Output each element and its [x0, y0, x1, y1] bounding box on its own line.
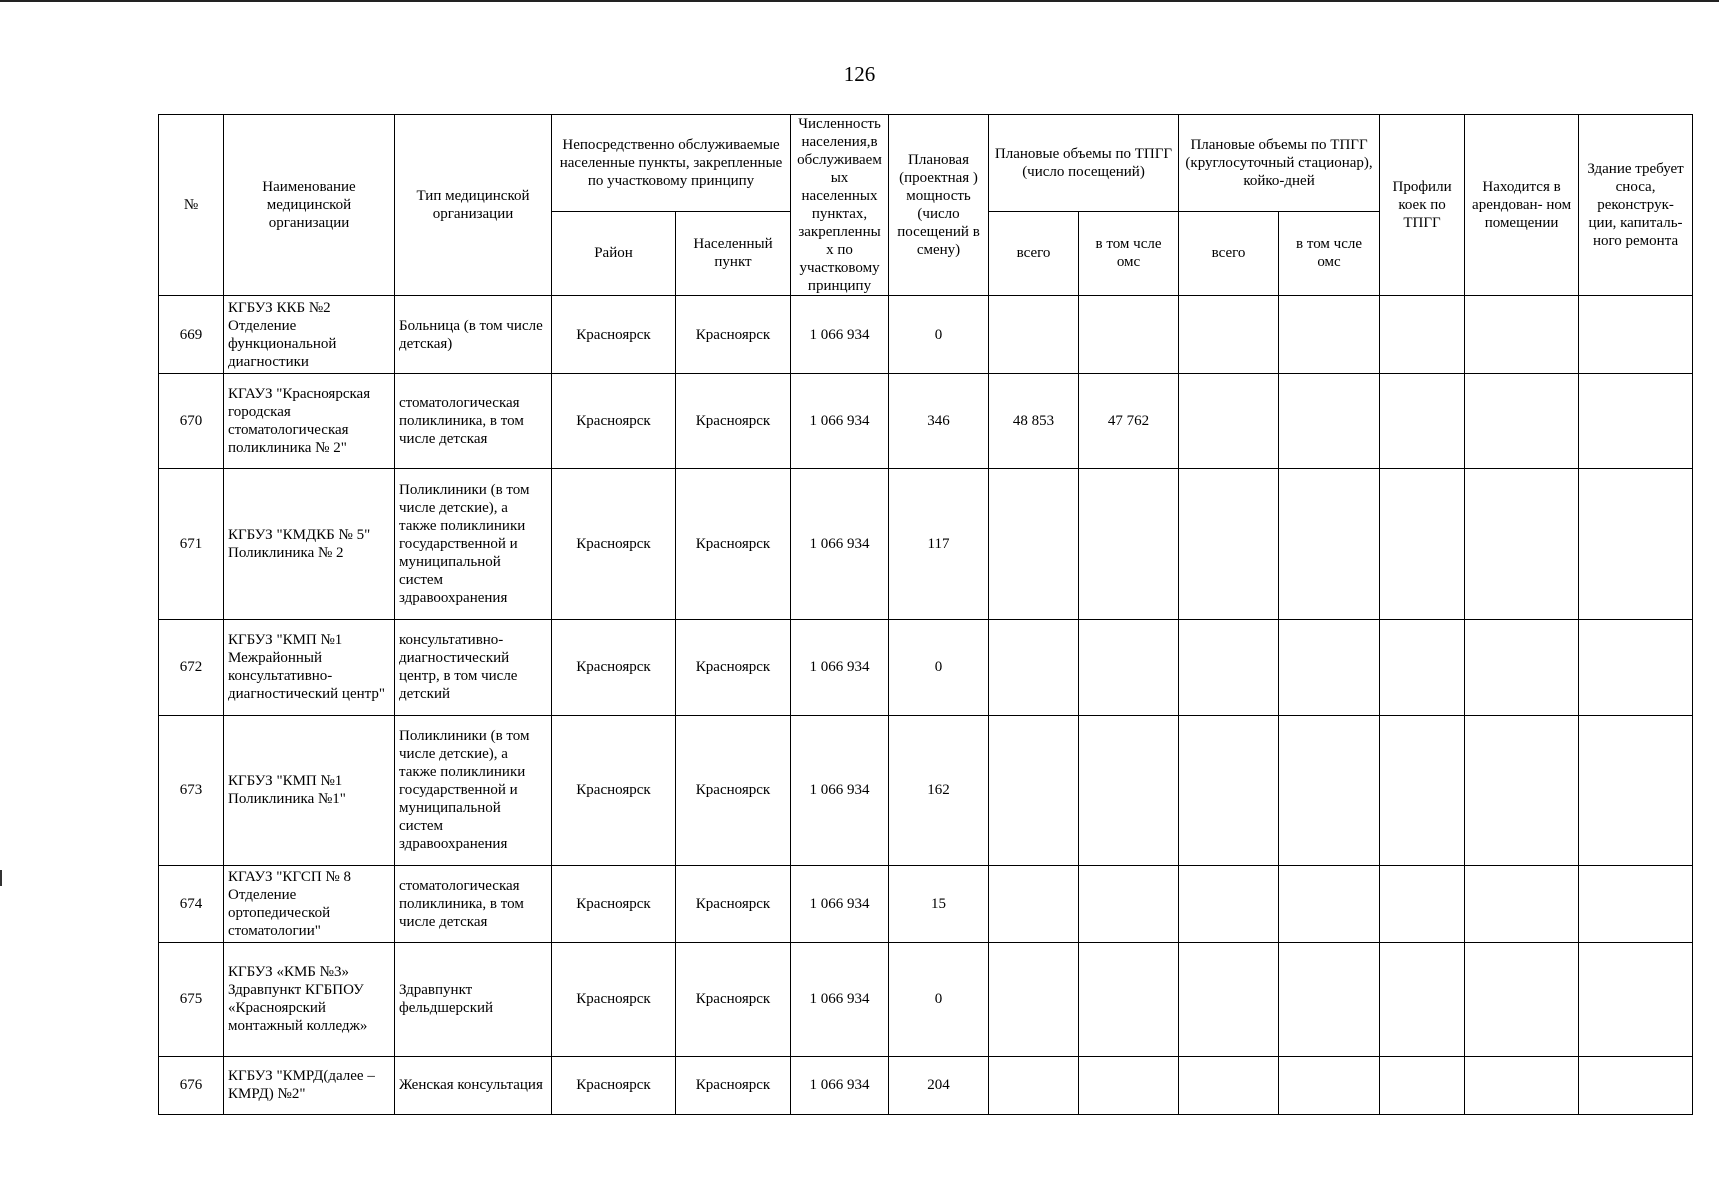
visits-oms-cell: [1079, 715, 1179, 866]
building-cell: [1579, 942, 1693, 1056]
inpatient-total-cell: [1179, 619, 1279, 715]
org-type-cell: консультативно-диагностический центр, в том числе детский: [395, 619, 552, 715]
visits-total-cell: [989, 469, 1079, 620]
table-header: [159, 115, 1693, 296]
population-cell: 1 066 934: [791, 374, 889, 469]
header-visits-group: Плановые объемы по ТПГГ (число посещений): [989, 115, 1179, 212]
visits-oms-cell: [1079, 942, 1179, 1056]
visits-total-cell: [989, 715, 1079, 866]
visits-total-cell: 48 853: [989, 374, 1079, 469]
visits-oms-cell: [1079, 296, 1179, 374]
district-cell: Красноярск: [552, 866, 676, 942]
building-cell: [1579, 1056, 1693, 1114]
row-number-cell: 675: [159, 942, 224, 1056]
population-cell: 1 066 934: [791, 866, 889, 942]
building-cell: [1579, 715, 1693, 866]
org-name-cell: КГАУЗ "Красноярская городская стоматологическая поликлиника № 2": [224, 374, 395, 469]
bed-profiles-cell: [1380, 296, 1465, 374]
settlement-cell: Красноярск: [676, 866, 791, 942]
bed-profiles-cell: [1380, 942, 1465, 1056]
settlement-cell: Красноярск: [676, 1056, 791, 1114]
row-number-cell: 676: [159, 1056, 224, 1114]
district-cell: Красноярск: [552, 1056, 676, 1114]
header-capacity-note: (число посещений в смену): [897, 206, 980, 258]
header-bed-profiles: Профили коек по ТПГГ: [1380, 115, 1465, 296]
header-inpatient-total: всего: [1179, 211, 1279, 295]
rented-cell: [1465, 619, 1579, 715]
table-row: [159, 619, 1693, 715]
inpatient-oms-cell: [1279, 469, 1380, 620]
org-name-cell: КГБУЗ ККБ №2 Отделение функциональной диагностики: [224, 296, 395, 374]
inpatient-oms-cell: [1279, 866, 1380, 942]
bed-profiles-cell: [1380, 374, 1465, 469]
inpatient-oms-cell: [1279, 942, 1380, 1056]
row-number-cell: 671: [159, 469, 224, 620]
header-settlement: Населенный пункт: [676, 211, 791, 295]
settlement-cell: Красноярск: [676, 374, 791, 469]
building-cell: [1579, 374, 1693, 469]
scan-edge-mark: [0, 870, 2, 886]
org-name-cell: КГБУЗ "КМП №1 Межрайонный консультативно-диагностический центр": [224, 619, 395, 715]
header-population: Численность населения,в обслуживаем ых населенных пунктах, закрепленны х по участковому принципу: [791, 115, 889, 296]
district-cell: Красноярск: [552, 296, 676, 374]
building-cell: [1579, 296, 1693, 374]
population-cell: 1 066 934: [791, 619, 889, 715]
rented-cell: [1465, 469, 1579, 620]
capacity-cell: 0: [889, 942, 989, 1056]
population-cell: 1 066 934: [791, 469, 889, 620]
visits-oms-cell: [1079, 619, 1179, 715]
inpatient-total-cell: [1179, 469, 1279, 620]
inpatient-total-cell: [1179, 715, 1279, 866]
table-row: [159, 866, 1693, 942]
org-type-cell: Женская консультация: [395, 1056, 552, 1114]
row-number-cell: 673: [159, 715, 224, 866]
table-row: [159, 715, 1693, 866]
org-name-cell: КГБУЗ "КМП №1 Поликлиника №1": [224, 715, 395, 866]
capacity-cell: 346: [889, 374, 989, 469]
building-cell: [1579, 619, 1693, 715]
capacity-cell: 15: [889, 866, 989, 942]
scan-top-border: [0, 0, 1719, 2]
rented-cell: [1465, 296, 1579, 374]
row-number-cell: 669: [159, 296, 224, 374]
rented-cell: [1465, 942, 1579, 1056]
org-type-cell: Поликлиники (в том числе детские), а также поликлиники государственной и муниципальной систем здравоохранения: [395, 715, 552, 866]
visits-total-cell: [989, 1056, 1079, 1114]
rented-cell: [1465, 374, 1579, 469]
rented-cell: [1465, 715, 1579, 866]
table-row: [159, 469, 1693, 620]
visits-total-cell: [989, 296, 1079, 374]
inpatient-total-cell: [1179, 866, 1279, 942]
org-name-cell: КГБУЗ «КМБ №3» Здравпункт КГБПОУ «Красноярский монтажный колледж»: [224, 942, 395, 1056]
visits-oms-cell: [1079, 469, 1179, 620]
header-org-name: Наименование медицинской организации: [224, 115, 395, 296]
inpatient-total-cell: [1179, 1056, 1279, 1114]
visits-total-cell: [989, 619, 1079, 715]
table-row: [159, 296, 1693, 374]
population-cell: 1 066 934: [791, 942, 889, 1056]
rented-cell: [1465, 1056, 1579, 1114]
header-inpatient-oms: в том чсле омс: [1279, 211, 1380, 295]
visits-total-cell: [989, 866, 1079, 942]
inpatient-oms-cell: [1279, 296, 1380, 374]
inpatient-oms-cell: [1279, 715, 1380, 866]
org-type-cell: Больница (в том числе детская): [395, 296, 552, 374]
bed-profiles-cell: [1380, 619, 1465, 715]
bed-profiles-cell: [1380, 469, 1465, 620]
page-number: 126: [843, 62, 876, 86]
settlement-cell: Красноярск: [676, 715, 791, 866]
inpatient-oms-cell: [1279, 374, 1380, 469]
org-name-cell: КГАУЗ "КГСП № 8 Отделение ортопедической стоматологии": [224, 866, 395, 942]
population-cell: 1 066 934: [791, 715, 889, 866]
header-capacity-title: Плановая (проектная ) мощность: [899, 152, 978, 204]
visits-oms-cell: [1079, 1056, 1179, 1114]
header-settlements-group: Непосредственно обслуживаемые населенные пункты, закрепленные по участковому принципу: [552, 115, 791, 212]
capacity-cell: 204: [889, 1056, 989, 1114]
district-cell: Красноярск: [552, 374, 676, 469]
row-number-cell: 672: [159, 619, 224, 715]
bed-profiles-cell: [1380, 715, 1465, 866]
visits-total-cell: [989, 942, 1079, 1056]
settlement-cell: Красноярск: [676, 942, 791, 1056]
district-cell: Красноярск: [552, 619, 676, 715]
building-cell: [1579, 866, 1693, 942]
capacity-cell: 117: [889, 469, 989, 620]
rented-cell: [1465, 866, 1579, 942]
building-cell: [1579, 469, 1693, 620]
row-number-cell: 674: [159, 866, 224, 942]
header-org-type: Тип медицинской организации: [395, 115, 552, 296]
table-row: [159, 942, 1693, 1056]
district-cell: Красноярск: [552, 942, 676, 1056]
header-capacity: [889, 115, 989, 296]
row-number-cell: 670: [159, 374, 224, 469]
header-num: №: [159, 115, 224, 296]
org-type-cell: Здравпункт фельдшерский: [395, 942, 552, 1056]
bed-profiles-cell: [1380, 866, 1465, 942]
inpatient-oms-cell: [1279, 1056, 1380, 1114]
org-name-cell: КГБУЗ "КМРД(далее – КМРД) №2": [224, 1056, 395, 1114]
header-visits-total: всего: [989, 211, 1079, 295]
capacity-cell: 162: [889, 715, 989, 866]
org-type-cell: стоматологическая поликлиника, в том числе детская: [395, 866, 552, 942]
table-row: [159, 374, 1693, 469]
bed-profiles-cell: [1380, 1056, 1465, 1114]
population-cell: 1 066 934: [791, 296, 889, 374]
header-building: Здание требует сноса, реконструк- ции, капиталь- ного ремонта: [1579, 115, 1693, 296]
district-cell: Красноярск: [552, 715, 676, 866]
header-rented: Находится в арендован- ном помещении: [1465, 115, 1579, 296]
table-row: [159, 1056, 1693, 1114]
capacity-cell: 0: [889, 296, 989, 374]
district-cell: Красноярск: [552, 469, 676, 620]
capacity-cell: 0: [889, 619, 989, 715]
inpatient-oms-cell: [1279, 619, 1380, 715]
org-type-cell: Поликлиники (в том числе детские), а также поликлиники государственной и муниципальной систем здравоохранения: [395, 469, 552, 620]
inpatient-total-cell: [1179, 296, 1279, 374]
inpatient-total-cell: [1179, 374, 1279, 469]
settlement-cell: Красноярск: [676, 296, 791, 374]
header-visits-oms: в том чсле омс: [1079, 211, 1179, 295]
settlement-cell: Красноярск: [676, 619, 791, 715]
org-name-cell: КГБУЗ "КМДКБ № 5" Поликлиника № 2: [224, 469, 395, 620]
population-cell: 1 066 934: [791, 1056, 889, 1114]
settlement-cell: Красноярск: [676, 469, 791, 620]
inpatient-total-cell: [1179, 942, 1279, 1056]
visits-oms-cell: 47 762: [1079, 374, 1179, 469]
header-district: Район: [552, 211, 676, 295]
visits-oms-cell: [1079, 866, 1179, 942]
medical-organizations-table: [158, 114, 1693, 1115]
table-body: [159, 296, 1693, 1115]
org-type-cell: стоматологическая поликлиника, в том числе детская: [395, 374, 552, 469]
header-inpatient-group: Плановые объемы по ТПГГ (круглосуточный стационар), койко-дней: [1179, 115, 1380, 212]
